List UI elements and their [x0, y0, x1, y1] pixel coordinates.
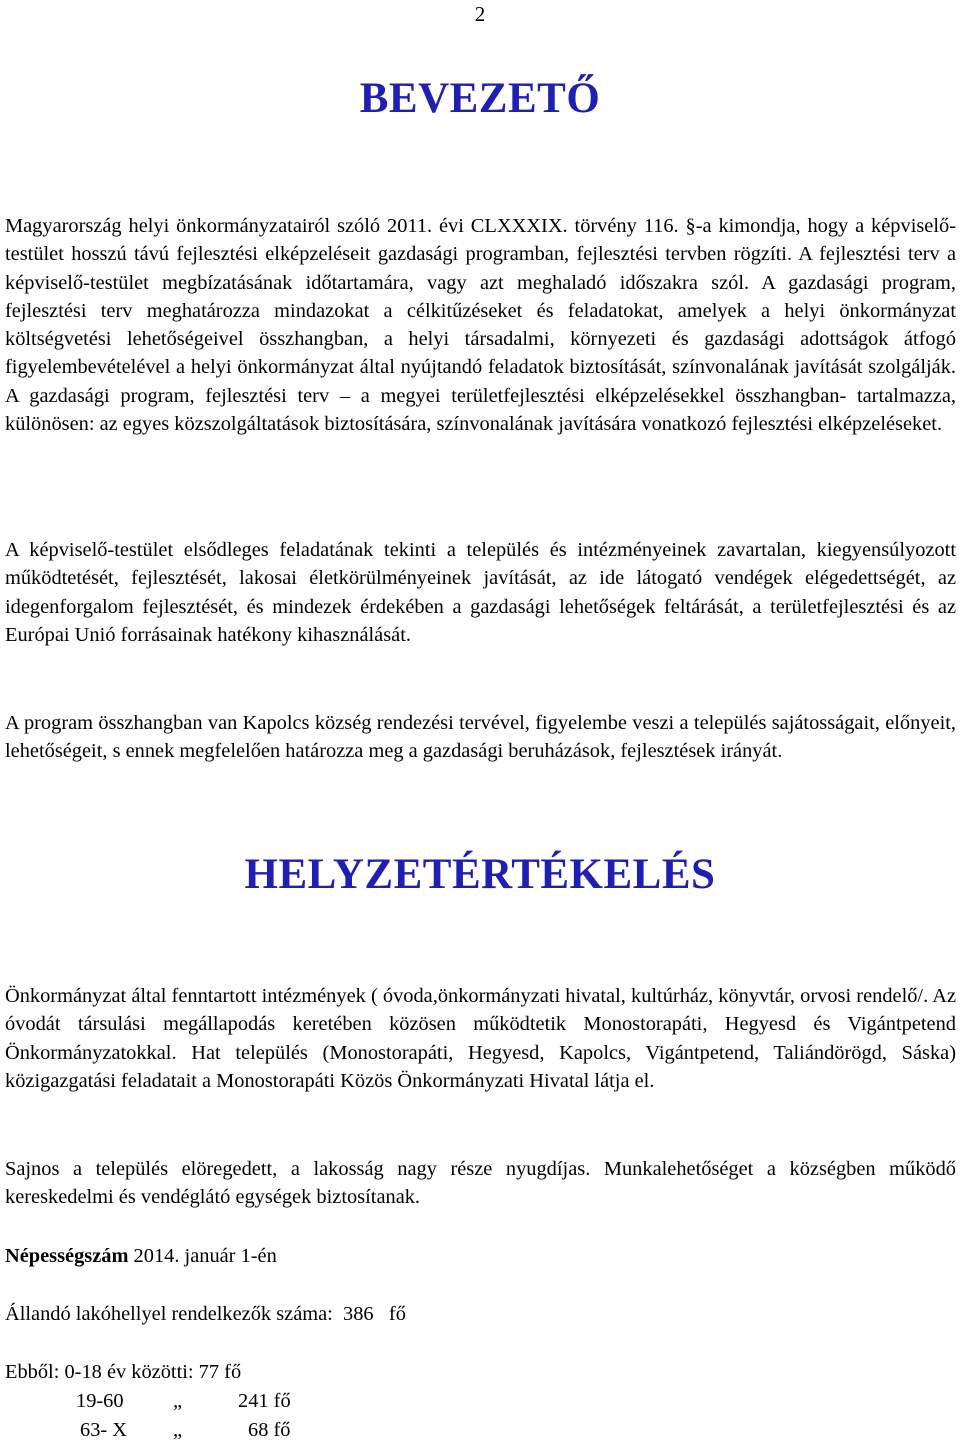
- age-range: 63- X: [80, 1419, 128, 1441]
- page-number: 2: [474, 2, 486, 26]
- intro-paragraph-2: A képviselő-testület elsődleges feladatának tekinti a település és intézményeinek zavartalan, kiegyensúlyozott működtetését, fejlesztését, lakosai életkörülményeinek javítását, az ide látogató vendégek elégedettségét, az idegenforgalom fejlesztését, és mindezek érdekében a gazdasági lehetőségek feltárását, a területfejlesztési és az Európai Unió forrásainak hatékony kihasználását.: [5, 539, 956, 646]
- section-heading-intro: BEVEZETŐ: [359, 75, 601, 122]
- ditto-mark: „: [173, 1419, 183, 1441]
- age-range: 19-60: [76, 1390, 124, 1412]
- section-heading-status: HELYZETÉRTÉKELÉS: [244, 851, 716, 898]
- age-count: 68 fő: [248, 1419, 291, 1441]
- intro-paragraph-3: A program összhangban van Kapolcs község rendezési tervével, figyelembe veszi a település sajátosságait, előnyeit, lehetőségeit, s ennek megfelelően határozza meg a gazdasági beruházások, fejlesztések irányát.: [5, 712, 956, 763]
- age-count: 241 fő: [238, 1390, 291, 1412]
- population-line: [5, 1242, 277, 1270]
- status-paragraph-1: Önkormányzat által fenntartott intézmények ( óvoda,önkormányzati hivatal, kultúrház, könyvtár, orvosi rendelő/. Az óvodát társulási megállapodás keretében közösen működtetik Monostorapáti, Hegyesd és Vigántpetend Önkormányzatokkal. Hat település (Monostorapáti, Hegyesd, Kapolcs, Vigántpetend, Taliándörögd, Sáska) közigazgatási feladatait a Monostorapáti Közös Önkormányzati Hivatal látja el.: [5, 985, 956, 1092]
- age-group-intro: Ebből: 0-18 év közötti: 77 fő: [5, 1361, 242, 1383]
- population-label: Népességszám: [5, 1245, 129, 1267]
- permanent-residents-line: Állandó lakóhellyel rendelkezők száma: 386 fő: [5, 1303, 406, 1325]
- ditto-mark: „: [173, 1390, 183, 1412]
- status-paragraph-2: Sajnos a település elöregedett, a lakosság nagy része nyugdíjas. Munkalehetőséget a községben működő kereskedelmi és vendéglátó egységek biztosítanak.: [5, 1158, 956, 1209]
- intro-paragraph-1: Magyarország helyi önkormányzatairól szóló 2011. évi CLXXXIX. törvény 116. §-a kimondja, hogy a képviselő-testület hosszú távú fejlesztési elképzeléseit gazdasági programban, fejlesztési tervben rögzíti. A fejlesztési terv a képviselő-testület megbízatásának időtartamára, vagy azt meghaladó időszakra szól. A gazdasági program, fejlesztési terv meghatározza mindazokat a célkitűzéseket és feladatokat, amelyek a helyi önkormányzat költségvetési lehetőségeivel összhangban, a helyi társadalmi, környezeti és gazdasági adottságok átfogó figyelembevételével a helyi önkormányzat által nyújtandó feladatok biztosítását, színvonalának javítását szolgálják. A gazdasági program, fejlesztési terv – a megyei területfejlesztési elképzelésekkel összhangban- tartalmazza, különösen: az egyes közszolgáltatások biztosítására, színvonalának javítására vonatkozó fejlesztési elképzeléseket.: [5, 215, 956, 436]
- population-date: 2014. január 1-én: [128, 1245, 277, 1267]
